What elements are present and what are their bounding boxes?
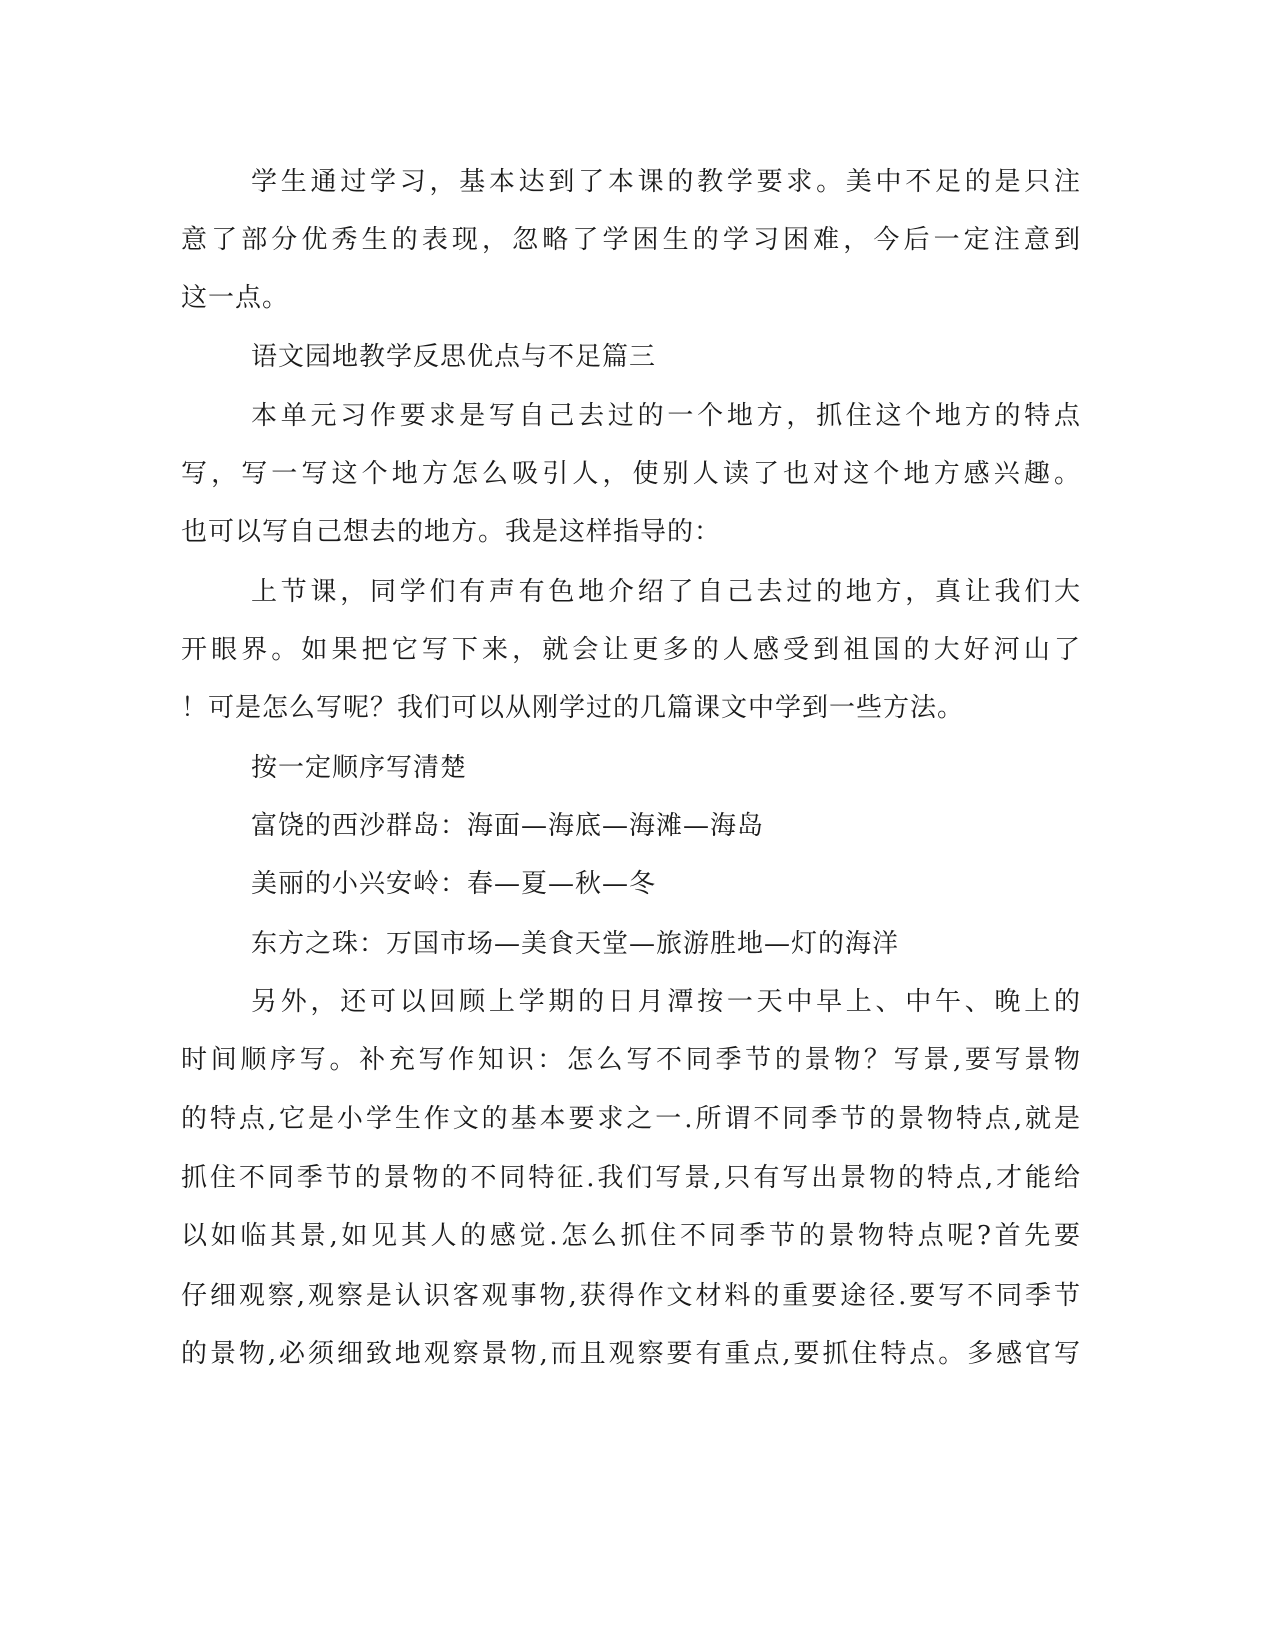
text-line: 富饶的西沙群岛：海面—海底—海滩—海岛 [251,811,765,841]
text-line: 也可以写自己想去的地方。我是这样指导的： [181,517,722,547]
text-line: 上节课，同学们有声有色地介绍了自己去过的地方，真让我们大 [251,577,1081,607]
text-line: 的景物,必须细致地观察景物,而且观察要有重点,要抓住特点。多感官写 [181,1339,1081,1369]
text-line: 以如临其景,如见其人的感觉.怎么抓住不同季节的景物特点呢?首先要 [181,1221,1081,1251]
text-line: 另外，还可以回顾上学期的日月潭按一天中早上、中午、晚上的 [251,987,1081,1017]
text-line: ！可是怎么写呢？我们可以从刚学过的几篇课文中学到一些方法。 [181,693,965,723]
text-line: 意了部分优秀生的表现，忽略了学困生的学习困难，今后一定注意到 [181,225,1081,255]
text-line: 的特点,它是小学生作文的基本要求之一.所谓不同季节的景物特点,就是 [181,1104,1081,1134]
text-line: 东方之珠：万国市场—美食天堂—旅游胜地—灯的海洋 [251,929,900,959]
text-line: 抓住不同季节的景物的不同特征.我们写景,只有写出景物的特点,才能给 [181,1163,1081,1193]
text-line: 写，写一写这个地方怎么吸引人，使别人读了也对这个地方感兴趣。 [181,459,1081,489]
text-line: 仔细观察,观察是认识客观事物,获得作文材料的重要途径.要写不同季节 [181,1281,1081,1311]
text-line: 这一点。 [181,283,290,313]
text-line: 美丽的小兴安岭：春—夏—秋—冬 [251,869,657,899]
text-line: 开眼界。如果把它写下来，就会让更多的人感受到祖国的大好河山了 [181,635,1081,665]
text-line: 学生通过学习，基本达到了本课的教学要求。美中不足的是只注 [251,167,1081,197]
text-line: 按一定顺序写清楚 [251,753,468,783]
text-line: 本单元习作要求是写自己去过的一个地方，抓住这个地方的特点 [251,401,1081,431]
section-heading: 语文园地教学反思优点与不足篇三 [251,342,657,372]
text-line: 时间顺序写。补充写作知识：怎么写不同季节的景物？写景,要写景物 [181,1045,1081,1075]
